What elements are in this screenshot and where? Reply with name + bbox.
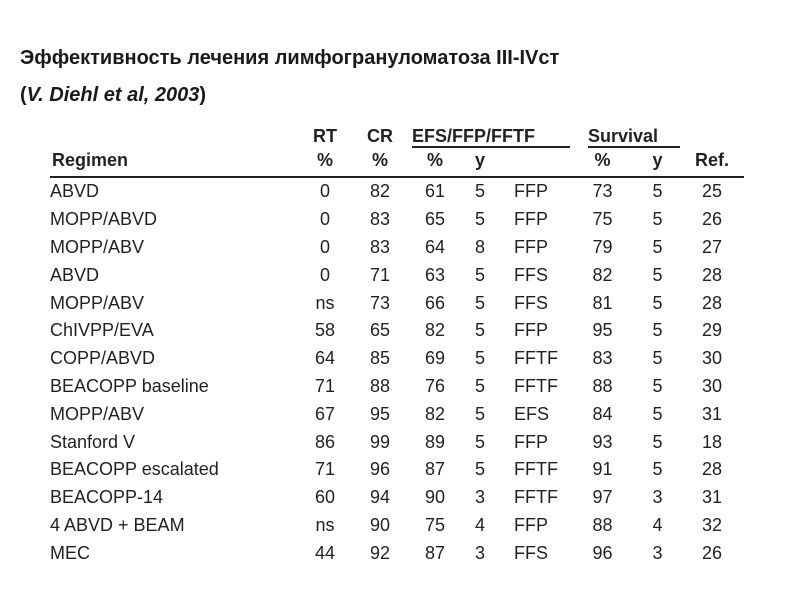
header-rt-unit: % — [316, 150, 333, 170]
cell-regimen: ABVD — [50, 264, 100, 285]
cell-efs-pct: 66 — [424, 292, 446, 313]
cell-efs-years: 3 — [474, 487, 485, 508]
cell-efs-type: FFTF — [514, 487, 558, 508]
cell-rt: 0 — [319, 181, 330, 202]
cell-efs-years: 5 — [474, 181, 485, 202]
table-row — [50, 456, 744, 484]
cell-survival-years: 5 — [652, 236, 663, 257]
cell-cr: 82 — [369, 181, 391, 202]
cell-efs-pct: 64 — [424, 236, 446, 257]
cell-ref: 31 — [701, 403, 723, 424]
cell-cr: 90 — [369, 514, 391, 535]
cell-efs-years: 5 — [474, 431, 485, 452]
cell-survival-pct: 88 — [592, 514, 613, 535]
cell-rt: 60 — [314, 487, 336, 508]
cell-rt: 58 — [314, 320, 336, 341]
cell-rt: 0 — [319, 264, 330, 285]
cell-rt: 0 — [319, 209, 330, 230]
table-row — [50, 400, 744, 428]
cell-survival-years: 3 — [652, 542, 663, 563]
table-row — [50, 289, 744, 317]
cell-ref: 28 — [701, 292, 723, 313]
cell-efs-years: 5 — [474, 264, 485, 285]
table-row — [50, 539, 744, 567]
results-table — [50, 124, 744, 567]
cell-ref: 29 — [701, 320, 723, 341]
cell-survival-pct: 81 — [592, 292, 613, 313]
cell-efs-pct: 82 — [424, 320, 446, 341]
cell-efs-pct: 65 — [424, 209, 446, 230]
cell-regimen: COPP/ABVD — [50, 348, 156, 369]
cell-efs-pct: 69 — [424, 348, 446, 369]
cell-regimen: MOPP/ABV — [50, 236, 145, 257]
cell-efs-years: 4 — [474, 514, 485, 535]
cell-regimen: ChIVPP/EVA — [50, 320, 154, 341]
cell-cr: 83 — [369, 209, 391, 230]
cell-survival-pct: 84 — [592, 403, 613, 424]
cell-efs-pct: 63 — [424, 264, 446, 285]
cell-survival-years: 5 — [652, 181, 663, 202]
cell-cr: 92 — [369, 542, 391, 563]
cell-regimen: MOPP/ABV — [50, 403, 145, 424]
cell-cr: 73 — [369, 292, 391, 313]
cell-rt: 71 — [314, 459, 336, 480]
cell-survival-pct: 91 — [592, 459, 613, 480]
title-line-2 — [20, 77, 559, 114]
cell-efs-type: FFTF — [514, 375, 558, 396]
cell-efs-type: FFP — [514, 320, 548, 341]
cell-survival-pct: 95 — [592, 320, 613, 341]
header-surv-pct: % — [594, 150, 611, 170]
title-paren-open: ( — [20, 84, 27, 106]
cell-efs-pct: 82 — [424, 403, 446, 424]
cell-regimen: BEACOPP-14 — [50, 487, 164, 508]
cell-ref: 32 — [701, 514, 723, 535]
cell-survival-years: 5 — [652, 320, 663, 341]
cell-efs-years: 5 — [474, 375, 485, 396]
cell-efs-type: FFP — [514, 514, 548, 535]
cell-cr: 95 — [369, 403, 391, 424]
cell-survival-years: 5 — [652, 264, 663, 285]
title-citation: V. Diehl et al, 2003 — [26, 84, 200, 106]
cell-ref: 26 — [701, 542, 723, 563]
cell-survival-pct: 97 — [592, 487, 613, 508]
cell-rt: 67 — [314, 403, 336, 424]
cell-ref: 30 — [701, 375, 723, 396]
cell-survival-pct: 75 — [592, 209, 613, 230]
cell-efs-type: EFS — [514, 403, 550, 424]
cell-efs-type: FFS — [514, 292, 548, 313]
cell-cr: 83 — [369, 236, 391, 257]
cell-efs-type: FFP — [514, 431, 548, 452]
cell-efs-years: 5 — [474, 459, 485, 480]
cell-ref: 28 — [701, 459, 723, 480]
cell-efs-type: FFTF — [514, 459, 558, 480]
table-row — [50, 317, 744, 345]
cell-efs-years: 5 — [474, 292, 485, 313]
header-surv-y: y — [652, 150, 663, 170]
cell-efs-type: FFTF — [514, 348, 558, 369]
header-efs-group: EFS/FFP/FFTF — [412, 126, 535, 146]
cell-regimen: MOPP/ABV — [50, 292, 145, 313]
header-efs-underline — [412, 146, 570, 148]
header-rt: RT — [313, 126, 337, 146]
cell-efs-years: 5 — [474, 403, 485, 424]
table-row — [50, 261, 744, 289]
cell-regimen: MOPP/ABVD — [50, 209, 158, 230]
header-survival-group: Survival — [588, 126, 659, 146]
header-survival-underline — [588, 146, 680, 148]
cell-cr: 65 — [369, 320, 391, 341]
table-header — [50, 124, 744, 176]
cell-efs-years: 3 — [474, 542, 485, 563]
header-ref: Ref. — [694, 150, 729, 170]
cell-cr: 88 — [369, 375, 391, 396]
cell-rt: 44 — [314, 542, 336, 563]
cell-efs-years: 5 — [474, 348, 485, 369]
cell-regimen: Stanford V — [50, 431, 136, 452]
cell-efs-type: FFS — [514, 542, 548, 563]
cell-cr: 85 — [369, 348, 391, 369]
table-row — [50, 428, 744, 456]
cell-survival-pct: 82 — [592, 264, 613, 285]
cell-rt: ns — [315, 292, 335, 313]
table-row — [50, 178, 744, 206]
cell-regimen: MEC — [50, 542, 90, 563]
cell-efs-pct: 87 — [424, 542, 446, 563]
cell-survival-years: 5 — [652, 209, 663, 230]
cell-efs-years: 8 — [474, 236, 485, 257]
cell-survival-years: 5 — [652, 348, 663, 369]
cell-efs-pct: 76 — [424, 375, 446, 396]
cell-survival-pct: 96 — [592, 542, 613, 563]
title-line-1: Эффективность лечения лимфогрануломатоза III-IVст — [20, 47, 560, 69]
header-efs-pct: % — [426, 150, 443, 170]
header-cr: CR — [367, 126, 393, 146]
cell-regimen: BEACOPP baseline — [50, 375, 209, 396]
cell-cr: 99 — [369, 431, 391, 452]
cell-survival-years: 5 — [652, 431, 663, 452]
cell-ref: 25 — [701, 181, 723, 202]
cell-efs-type: FFP — [514, 236, 548, 257]
cell-survival-years: 5 — [652, 403, 663, 424]
cell-survival-years: 5 — [652, 292, 663, 313]
cell-survival-years: 5 — [652, 375, 663, 396]
table-row — [50, 206, 744, 234]
cell-efs-type: FFP — [514, 181, 548, 202]
cell-efs-pct: 75 — [424, 514, 446, 535]
header-regimen: Regimen — [52, 150, 129, 170]
cell-efs-type: FFP — [514, 209, 548, 230]
cell-survival-pct: 93 — [592, 431, 613, 452]
cell-efs-pct: 87 — [424, 459, 446, 480]
cell-ref: 31 — [701, 487, 723, 508]
cell-rt: 86 — [314, 431, 336, 452]
title-paren-close: ) — [199, 84, 207, 106]
cell-efs-pct: 61 — [424, 181, 446, 202]
table-row — [50, 512, 744, 540]
table-row — [50, 345, 744, 373]
cell-ref: 26 — [701, 209, 723, 230]
cell-regimen: ABVD — [50, 181, 100, 202]
cell-survival-pct: 73 — [592, 181, 613, 202]
table-row — [50, 373, 744, 401]
cell-survival-pct: 79 — [592, 236, 613, 257]
header-efs-y: y — [474, 150, 485, 170]
cell-efs-years: 5 — [474, 320, 485, 341]
cell-rt: 71 — [314, 375, 336, 396]
header-cr-unit: % — [371, 150, 388, 170]
cell-efs-pct: 90 — [424, 487, 446, 508]
cell-ref: 28 — [701, 264, 723, 285]
cell-ref: 27 — [701, 236, 723, 257]
cell-survival-years: 3 — [652, 487, 663, 508]
cell-ref: 30 — [701, 348, 723, 369]
table-body — [50, 178, 744, 567]
cell-efs-pct: 89 — [424, 431, 446, 452]
table-row — [50, 234, 744, 262]
cell-rt: 64 — [314, 348, 336, 369]
cell-efs-years: 5 — [474, 209, 485, 230]
cell-cr: 94 — [369, 487, 391, 508]
cell-rt: 0 — [319, 236, 330, 257]
cell-survival-pct: 83 — [592, 348, 613, 369]
cell-cr: 96 — [369, 459, 391, 480]
table-row — [50, 484, 744, 512]
cell-cr: 71 — [369, 264, 391, 285]
cell-rt: ns — [315, 514, 335, 535]
cell-survival-pct: 88 — [592, 375, 613, 396]
cell-regimen: BEACOPP escalated — [50, 459, 219, 480]
cell-ref: 18 — [701, 431, 723, 452]
cell-survival-years: 4 — [652, 514, 663, 535]
cell-survival-years: 5 — [652, 459, 663, 480]
cell-efs-type: FFS — [514, 264, 548, 285]
cell-regimen: 4 ABVD + BEAM — [50, 514, 185, 535]
slide-title — [20, 40, 559, 114]
